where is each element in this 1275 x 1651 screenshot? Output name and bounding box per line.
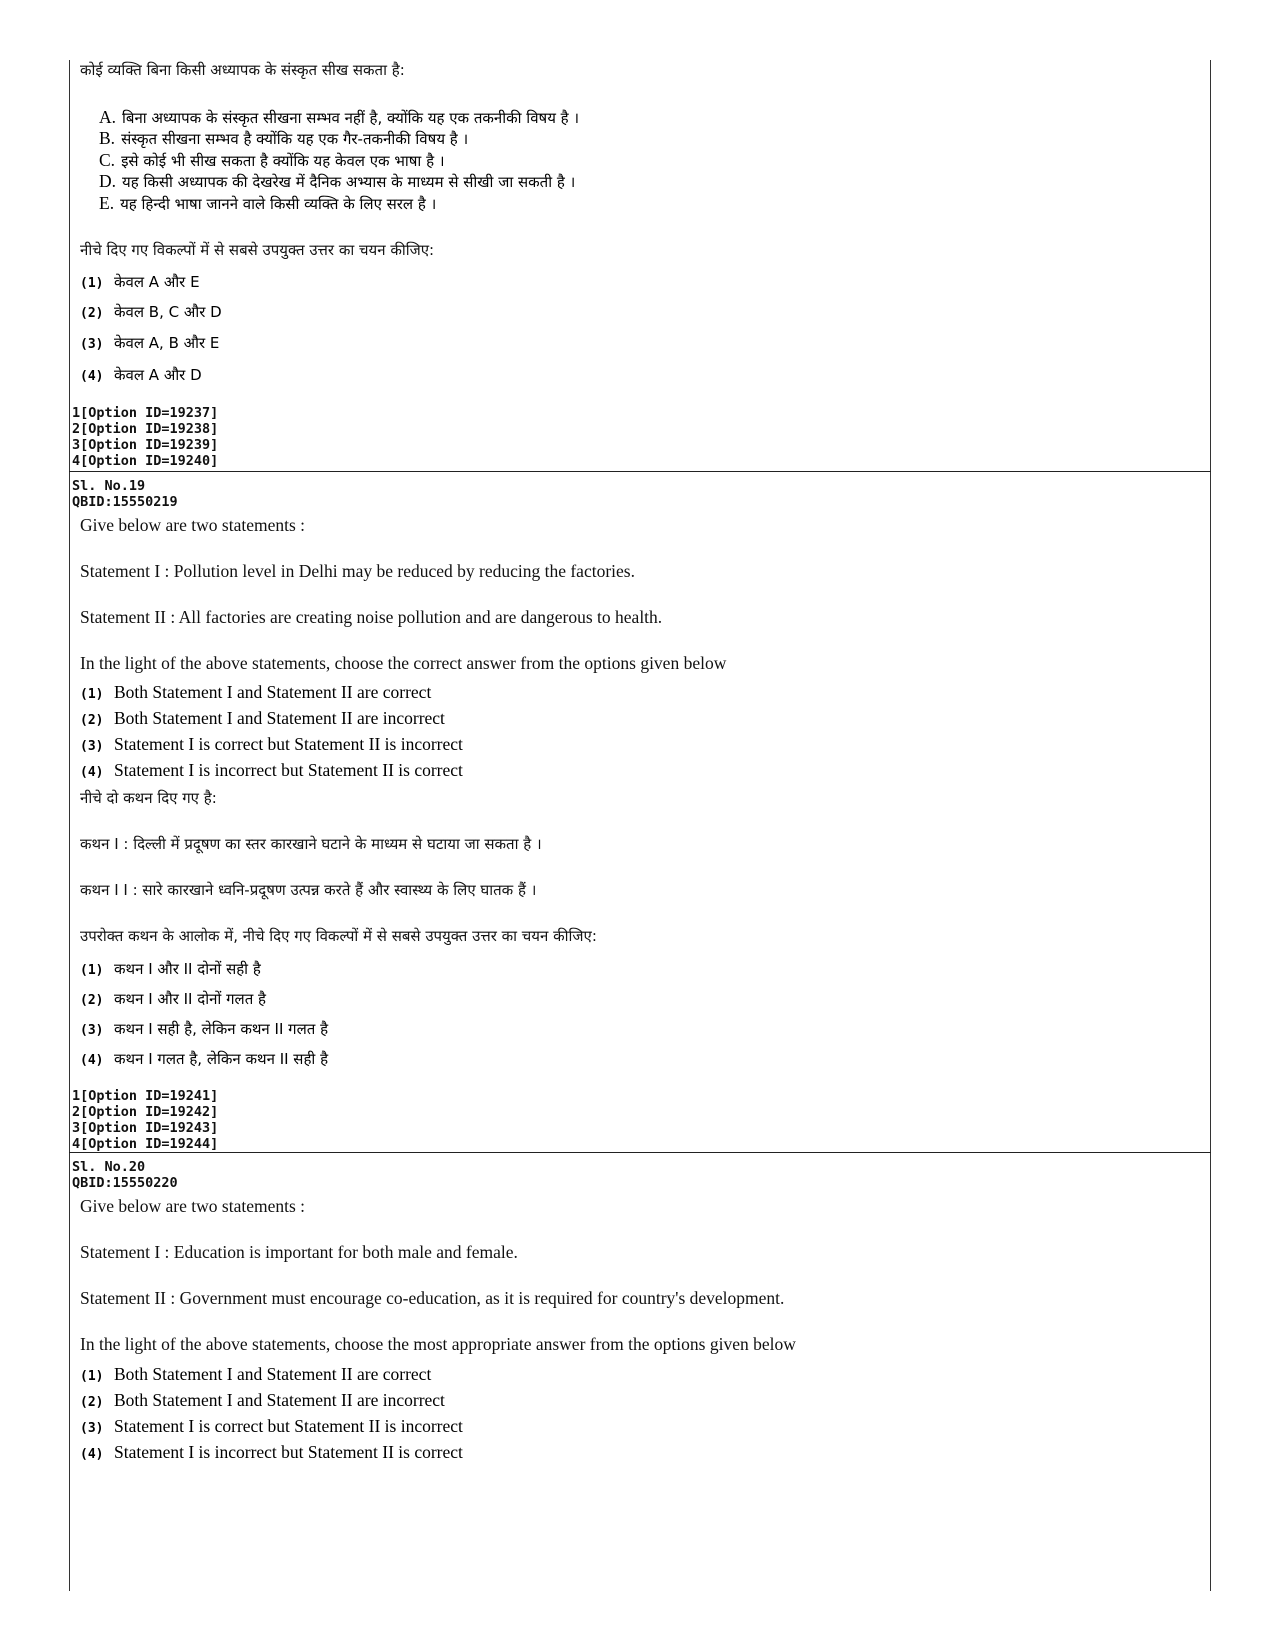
statement-one: Statement I : Education is important for both male and female. <box>80 1242 518 1262</box>
option-number: (3) <box>80 337 104 352</box>
question-separator <box>69 1152 1211 1153</box>
option-text: Statement I is correct but Statement II is incorrect <box>114 734 463 754</box>
statement-letter: D. <box>99 171 117 191</box>
answer-option[interactable] <box>80 302 222 322</box>
statement-letter: E. <box>99 193 115 213</box>
option-text: कथन I और II दोनों सही है <box>114 960 261 978</box>
question-intro: Give below are two statements : <box>80 515 306 535</box>
option-number: (1) <box>80 687 104 702</box>
option-text: Both Statement I and Statement II are correct <box>114 1364 432 1384</box>
option-number: (1) <box>80 1369 104 1384</box>
instruction-text-hindi: उपरोक्त कथन के आलोक में, नीचे दिए गए विकल्पों में से सबसे उपयुक्त उत्तर का चयन कीजिए: <box>80 927 597 945</box>
statement-letter: A. <box>99 107 117 127</box>
qbid: QBID:15550220 <box>72 1175 178 1191</box>
option-id: 3[Option ID=19239] <box>72 437 219 453</box>
option-number: (3) <box>80 1023 104 1038</box>
option-text: कथन I और II दोनों गलत है <box>114 990 266 1008</box>
statement-one: Statement I : Pollution level in Delhi may be reduced by reducing the factories. <box>80 561 635 581</box>
option-id: 4[Option ID=19240] <box>72 453 219 469</box>
question-stem: कोई व्यक्ति बिना किसी अध्यापक के संस्कृत सीख सकता है: <box>80 61 405 79</box>
option-number: (4) <box>80 369 104 384</box>
answer-option[interactable] <box>80 1049 328 1069</box>
option-id: 2[Option ID=19238] <box>72 421 219 437</box>
answer-option[interactable] <box>80 1442 463 1463</box>
answer-option[interactable] <box>80 708 445 729</box>
answer-option[interactable] <box>80 272 200 292</box>
instruction-text: नीचे दिए गए विकल्पों में से सबसे उपयुक्त उत्तर का चयन कीजिए: <box>80 241 435 259</box>
option-number: (1) <box>80 963 104 978</box>
statement-two-hindi: कथन I I : सारे कारखाने ध्वनि-प्रदूषण उत्पन्न करते हैं और स्वास्थ्य के लिए घातक हैं । <box>80 881 537 899</box>
question-separator <box>69 471 1211 472</box>
statement-text: यह हिन्दी भाषा जानने वाले किसी व्यक्ति के लिए सरल है । <box>120 195 437 213</box>
instruction-text: In the light of the above statements, choose the correct answer from the options given below <box>80 653 727 673</box>
option-id: 4[Option ID=19244] <box>72 1136 219 1152</box>
option-text: कथन I गलत है, लेकिन कथन II सही है <box>114 1050 329 1068</box>
option-text: Both Statement I and Statement II are incorrect <box>114 1390 445 1410</box>
option-text: Statement I is incorrect but Statement II is correct <box>114 1442 463 1462</box>
option-text: कथन I सही है, लेकिन कथन II गलत है <box>114 1020 329 1038</box>
option-number: (1) <box>80 276 104 291</box>
statement-item <box>99 107 579 128</box>
option-text: Both Statement I and Statement II are incorrect <box>114 708 445 728</box>
statement-text: बिना अध्यापक के संस्कृत सीखना सम्भव नहीं है, क्योंकि यह एक तकनीकी विषय है । <box>122 109 580 127</box>
option-number: (3) <box>80 1421 104 1436</box>
option-number: (4) <box>80 765 104 780</box>
option-text: केवल A और D <box>114 366 202 384</box>
serial-number: Sl. No.19 <box>72 478 146 494</box>
answer-option[interactable] <box>80 1019 328 1039</box>
question-intro-hindi: नीचे दो कथन दिए गए है: <box>80 789 217 807</box>
answer-option[interactable] <box>80 365 202 385</box>
answer-option[interactable] <box>80 734 463 755</box>
answer-option[interactable] <box>80 1416 463 1437</box>
option-id: 2[Option ID=19242] <box>72 1104 219 1120</box>
statement-letter: B. <box>99 128 116 148</box>
answer-option[interactable] <box>80 1390 445 1411</box>
answer-option[interactable] <box>80 959 261 979</box>
serial-number: Sl. No.20 <box>72 1159 146 1175</box>
option-text: Statement I is correct but Statement II is incorrect <box>114 1416 463 1436</box>
statement-item <box>99 193 436 214</box>
option-number: (3) <box>80 739 104 754</box>
question-intro: Give below are two statements : <box>80 1196 306 1216</box>
option-number: (2) <box>80 306 104 321</box>
option-number: (4) <box>80 1053 104 1068</box>
option-text: Both Statement I and Statement II are correct <box>114 682 432 702</box>
option-id: 1[Option ID=19237] <box>72 405 219 421</box>
option-text: Statement I is incorrect but Statement II is correct <box>114 760 463 780</box>
answer-option[interactable] <box>80 1364 431 1385</box>
option-text: केवल A, B और E <box>114 334 220 352</box>
option-id: 3[Option ID=19243] <box>72 1120 219 1136</box>
option-number: (2) <box>80 993 104 1008</box>
option-text: केवल B, C और D <box>114 303 222 321</box>
statement-text: इसे कोई भी सीख सकता है क्योंकि यह केवल एक भाषा है । <box>121 152 445 170</box>
statement-item <box>99 128 468 149</box>
statement-text: यह किसी अध्यापक की देखरेख में दैनिक अभ्यास के माध्यम से सीखी जा सकती है । <box>122 173 576 191</box>
answer-option[interactable] <box>80 989 266 1009</box>
statement-two: Statement II : All factories are creating noise pollution and are dangerous to health. <box>80 607 663 627</box>
instruction-text: In the light of the above statements, choose the most appropriate answer from the options given below <box>80 1334 796 1354</box>
option-number: (4) <box>80 1447 104 1462</box>
statement-item <box>99 171 575 192</box>
statement-text: संस्कृत सीखना सम्भव है क्योंकि यह एक गैर-तकनीकी विषय है । <box>121 130 469 148</box>
answer-option[interactable] <box>80 682 431 703</box>
option-text: केवल A और E <box>114 273 200 291</box>
statement-item <box>99 150 445 171</box>
answer-option[interactable] <box>80 760 463 781</box>
page-frame <box>69 60 1211 1591</box>
statement-one-hindi: कथन I : दिल्ली में प्रदूषण का स्तर कारखाने घटाने के माध्यम से घटाया जा सकता है । <box>80 835 542 853</box>
option-number: (2) <box>80 713 104 728</box>
option-number: (2) <box>80 1395 104 1410</box>
statement-letter: C. <box>99 150 116 170</box>
answer-option[interactable] <box>80 333 219 353</box>
option-id: 1[Option ID=19241] <box>72 1088 219 1104</box>
statement-two: Statement II : Government must encourage co-education, as it is required for country's development. <box>80 1288 785 1308</box>
qbid: QBID:15550219 <box>72 494 178 510</box>
